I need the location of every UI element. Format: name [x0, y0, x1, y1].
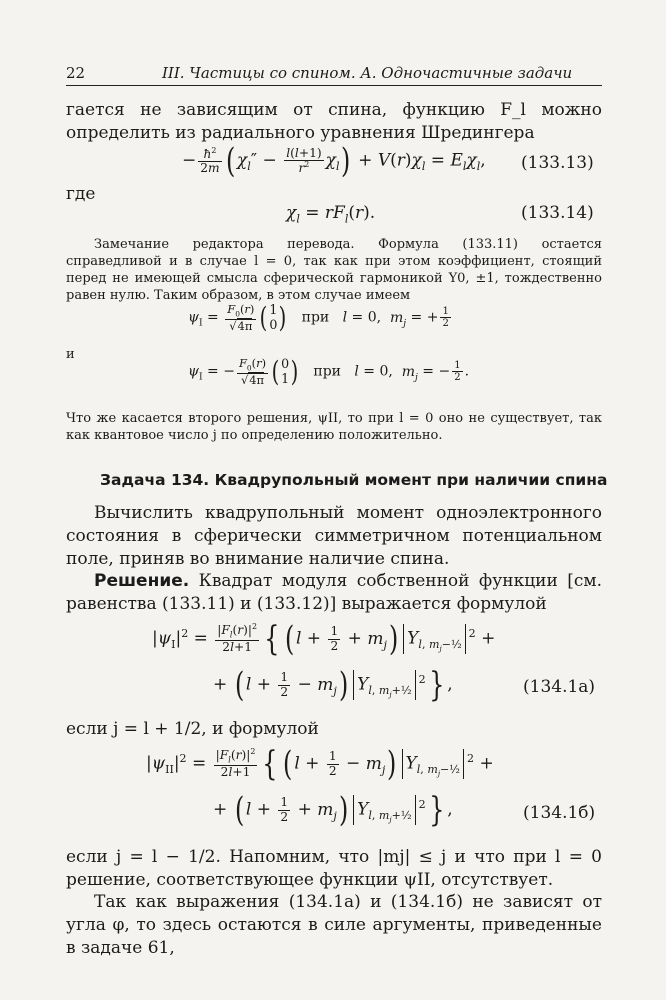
equation-133-13: − $\frac{ħ^2}{2m}$ ( $\chi_l''$ − $\frac{l(l+1)}{r^2}$ $\chi_l) + V(r)\chi_l = E_l\chi_l$,	[182, 141, 486, 181]
page-header	[66, 64, 602, 86]
equation-number-134-1a: (134.1a)	[523, 677, 596, 697]
equation-133-14: $\chi_l = rF_l(r)$.	[286, 203, 376, 226]
equation-134-1a-line1: $|\psi_I|^2$ = $\frac{|F_l(r)|^2}{2l+1}$ { ( l + $\frac{1}{2}$ + $m_j$) $Y_{l, m_j-\frac{1}{2}}^2$ +	[152, 619, 496, 659]
editor-note: Замечание редактора перевода. Формула (133.11) остается справедливой и в случае l = 0, так как при этом коэффициент, стоящий перед не имеющей смысла сферической гармоникой Y0, ±1, тождественно равен нулю. Таким образом, в этом случае имеем	[66, 237, 602, 303]
problem-statement: Вычислить квадрупольный момент одноэлектронного состояния в сферически симметричном потенциальном поле, приняв во внимание наличие спина.	[66, 503, 602, 569]
final-paragraph: Так как выражения (134.1a) и (134.1б) не зависят от угла φ, то здесь остаются в силе аргументы, приведенные в задаче 61,	[66, 892, 602, 958]
solution-text: Квадрат модуля собственной функции [см. равенства (133.11) и (133.12)] выражается формулой	[66, 571, 603, 614]
solution-label: Решение.	[94, 571, 190, 591]
and-word: и	[66, 347, 75, 362]
condition-b: если j = l − 1/2. Напомним, что |mj| ≤ j и что при l = 0 решение, соответствующее функции ψII, отсутствует.	[66, 847, 602, 890]
equation-psi-I-l0: $\psi_I$ = $\frac{F_0(r)}{√4\pi}$ ( 1 0) при l = 0, $m_j$ = + $\frac{1}{2}$	[188, 300, 449, 334]
problem-title: Задача 134. Квадрупольный момент при наличии спина	[100, 471, 608, 489]
equation-psi-I-l0-second: $\psi_I$ = − $\frac{F_0(r)}{√4\pi}$ ( 0 1) при l = 0, $m_j$ = − $\frac{1}{2}$ .	[188, 354, 470, 388]
equation-134-1b-line1: $|\psi_{II}|^2$ = $\frac{|F_l(r)|^2}{2l+1}$ { ( l + $\frac{1}{2}$ − $m_j$) $Y_{l, m_j-\frac{1}{2}}^2$ +	[146, 744, 494, 784]
equation-number-133-13: (133.13)	[521, 153, 594, 173]
solution-paragraph	[66, 570, 602, 616]
running-title: III. Частицы со спином. А. Одночастичные задачи	[162, 64, 573, 82]
condition-a: если j = l + 1/2, и формулой	[66, 719, 319, 739]
paragraph-intro: гается не зависящим от спина, функцию F_l можно определить из радиального уравнения Шредингера	[66, 100, 602, 143]
editor-note-continued: Что же касается второго решения, ψII, то при l = 0 оно не существует, так как квантовое число j по определению положительно.	[66, 411, 602, 443]
equation-134-1a-line2: + ( l + $\frac{1}{2}$ − $m_j$) $Y_{l, m_j+\frac{1}{2}}^2$} ,	[213, 665, 453, 705]
equation-134-1b-line2: + ( l + $\frac{1}{2}$ + $m_j$) $Y_{l, m_j+\frac{1}{2}}^2$} ,	[213, 790, 453, 830]
page-number: 22	[66, 64, 86, 82]
header-rule	[66, 85, 602, 86]
equation-number-133-14: (133.14)	[521, 203, 594, 223]
equation-number-134-1b: (134.1б)	[523, 803, 596, 823]
where-word: где	[66, 184, 96, 204]
